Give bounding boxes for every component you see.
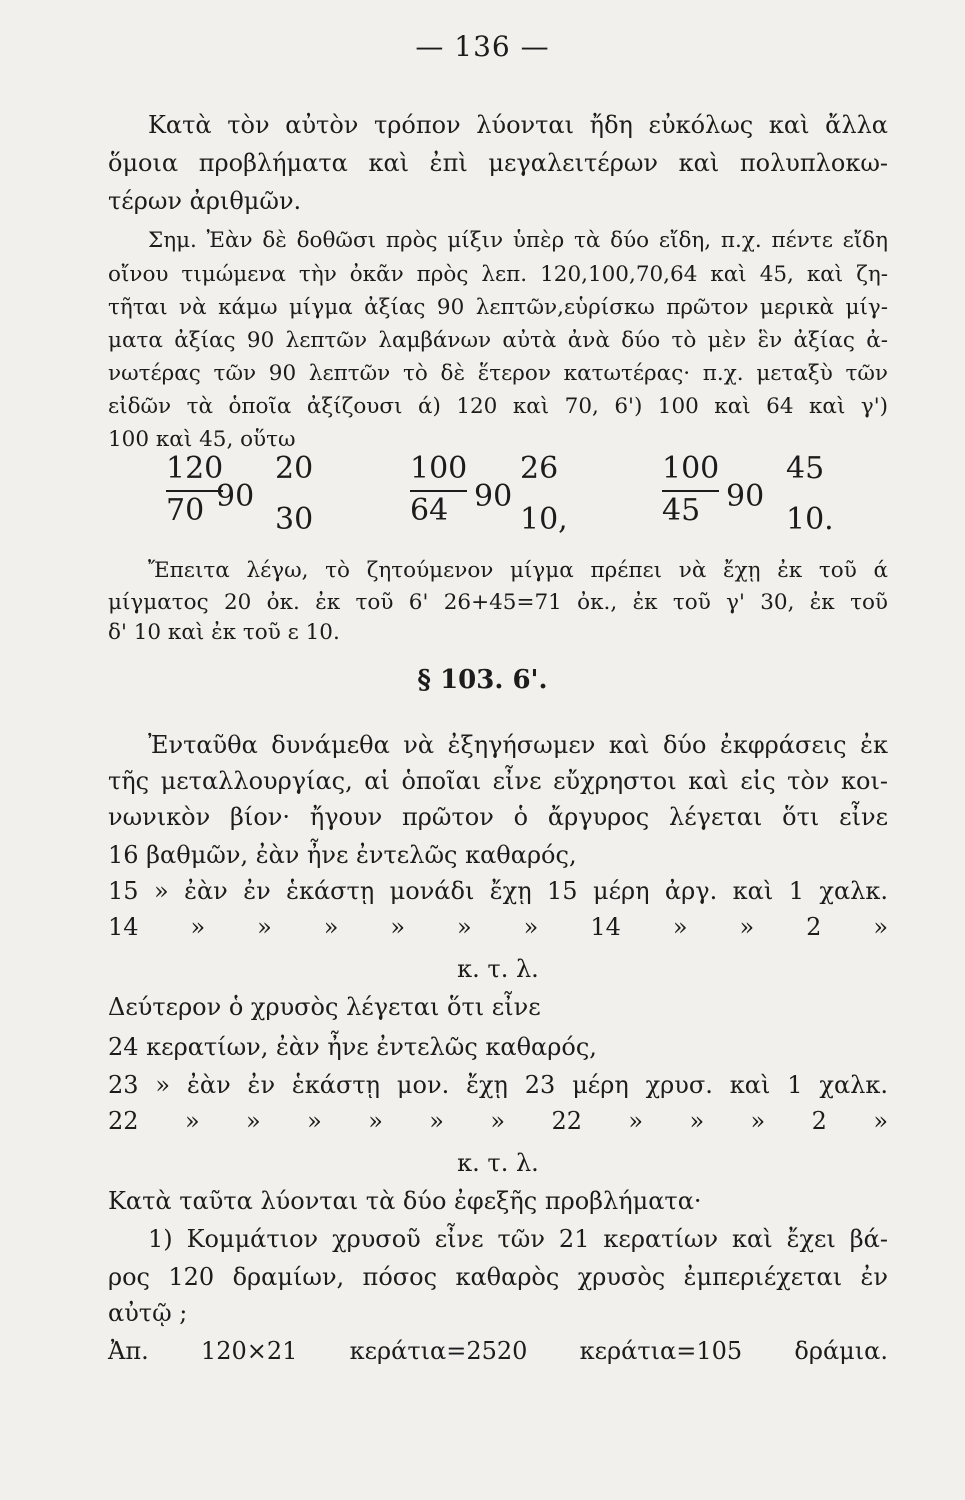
paragraph-line: Ἐνταῦθα δυνάμεθα νὰ ἐξηγήσωμεν καὶ δύο ἐκφράσεις ἐκ	[148, 731, 888, 759]
paragraph-line: Κατὰ τὸν αὐτὸν τρόπον λύονται ἤδη εὐκόλως καὶ ἄλλα	[148, 111, 888, 139]
note-line: ματα ἀξίας 90 λεπτῶν λαμβάνων αὐτὰ ἀνὰ δύο τὸ μὲν ἓν ἀξίας ἀ-	[108, 328, 888, 353]
etc-line: κ. τ. λ.	[457, 955, 539, 983]
fraction-numerator: 120	[166, 451, 224, 486]
etc-line: κ. τ. λ.	[457, 1149, 539, 1177]
table-row: 14 » » » » » » 14 » » 2 »	[108, 913, 888, 941]
answer-line: Ἀπ. 120×21 κεράτια=2520 κεράτια=105 δράμια.	[108, 1337, 888, 1365]
note-line: 100 καὶ 45, οὕτω	[108, 427, 296, 452]
paragraph-line: τέρων ἀριθμῶν.	[108, 187, 302, 215]
table-row: 23 » ἐὰν ἐν ἑκάστῃ μον. ἔχῃ 23 μέρη χρυσ. καὶ 1 χαλκ.	[108, 1071, 888, 1099]
problem-line: 1) Κομμάτιον χρυσοῦ εἶνε τῶν 21 κερατίων καὶ ἔχει βά-	[148, 1225, 888, 1253]
table-row: 22 » » » » » » 22 » » » 2 »	[108, 1107, 888, 1135]
fraction-diff-top: 26	[520, 451, 559, 486]
paragraph-line: δ' 10 καὶ ἐκ τοῦ ε 10.	[108, 620, 340, 645]
paragraph-line: μίγματος 20 ὀκ. ἐκ τοῦ 6' 26+45=71 ὀκ., ἐκ τοῦ γ' 30, ἐκ τοῦ	[108, 590, 888, 615]
fraction-diff-top: 45	[786, 451, 825, 486]
fraction-denominator: 70	[166, 490, 223, 528]
fraction-numerator: 100	[410, 451, 468, 486]
fraction-denominator: 45	[662, 490, 719, 528]
section-heading: § 103. 6'.	[417, 665, 548, 695]
fraction-diff-top: 20	[275, 451, 314, 486]
fraction-mean: 90	[474, 479, 513, 514]
fraction-numerator: 100	[662, 451, 720, 486]
page-number: — 136 —	[415, 30, 550, 63]
paragraph-line: νωνικὸν βίον· ἤγουν πρῶτον ὁ ἄργυρος λέγεται ὅτι εἶνε	[108, 803, 888, 831]
note-line: οἴνου τιμώμενα τὴν ὀκᾶν πρὸς λεπ. 120,100,70,64 καὶ 45, καὶ ζη-	[108, 262, 888, 287]
fraction-mean: 90	[726, 479, 765, 514]
note-line: εἰδῶν τὰ ὁποῖα ἀξίζουσι ά) 120 καὶ 70, 6') 100 καὶ 64 καὶ γ')	[108, 394, 888, 419]
paragraph-line: Ἔπειτα λέγω, τὸ ζητούμενον μίγμα πρέπει νὰ ἔχῃ ἐκ τοῦ ά	[148, 558, 888, 583]
fraction-denominator: 64	[410, 490, 467, 528]
note-line: Σημ. Ἐὰν δὲ δοθῶσι πρὸς μίξιν ὑπὲρ τὰ δύο εἴδη, π.χ. πέντε εἴδη	[148, 228, 888, 253]
note-line: τῆται νὰ κάμω μίγμα ἀξίας 90 λεπτῶν,εὑρίσκω πρῶτον μερικὰ μίγ-	[108, 295, 888, 320]
fraction-mean: 90	[216, 479, 255, 514]
note-line: νωτέρας τῶν 90 λεπτῶν τὸ δὲ ἕτερον κατωτέρας· π.χ. μεταξὺ τῶν	[108, 361, 888, 386]
paragraph-line: 16 βαθμῶν, ἐὰν ἦνε ἐντελῶς καθαρός,	[108, 841, 577, 869]
paragraph-line: τῆς μεταλλουργίας, αἱ ὁποῖαι εἶνε εὔχρηστοι καὶ εἰς τὸν κοι-	[108, 767, 888, 795]
paragraph-line: Κατὰ ταῦτα λύονται τὰ δύο ἐφεξῆς προβλήματα·	[108, 1187, 702, 1215]
table-row: 15 » ἐὰν ἐν ἑκάστῃ μονάδι ἔχῃ 15 μέρη ἀργ. καὶ 1 χαλκ.	[108, 877, 888, 905]
paragraph-line: ὅμοια προβλήματα καὶ ἐπὶ μεγαλειτέρων καὶ πολυπλοκω-	[108, 149, 888, 177]
paragraph-line: 24 κερατίων, ἐὰν ἦνε ἐντελῶς καθαρός,	[108, 1033, 597, 1061]
problem-line: αὐτῷ ;	[108, 1299, 188, 1327]
fraction-diff-bottom: 30	[275, 502, 314, 537]
fraction-diff-bottom: 10,	[520, 502, 568, 537]
problem-line: ρος 120 δραμίων, πόσος καθαρὸς χρυσὸς ἐμπεριέχεται ἐν	[108, 1263, 888, 1291]
fraction-diff-bottom: 10.	[786, 502, 834, 537]
paragraph-line: Δεύτερον ὁ χρυσὸς λέγεται ὅτι εἶνε	[108, 993, 541, 1021]
